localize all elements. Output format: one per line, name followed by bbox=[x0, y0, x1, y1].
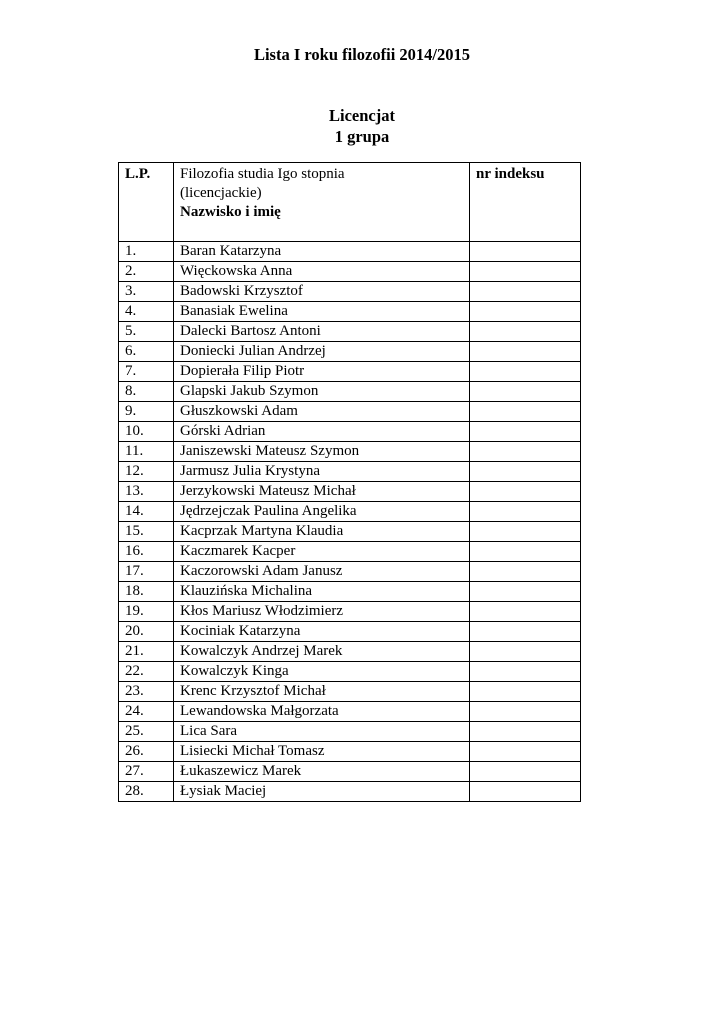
index-number-cell bbox=[470, 442, 581, 462]
row-number-cell: 4. bbox=[119, 302, 174, 322]
table-row bbox=[119, 522, 581, 542]
student-name-cell: Kacprzak Martyna Klaudia bbox=[174, 522, 470, 542]
index-number-cell bbox=[470, 502, 581, 522]
index-number-cell bbox=[470, 342, 581, 362]
row-number-cell: 21. bbox=[119, 642, 174, 662]
table-row bbox=[119, 602, 581, 622]
index-number-cell bbox=[470, 322, 581, 342]
index-number-cell bbox=[470, 402, 581, 422]
table-row bbox=[119, 642, 581, 662]
index-number-cell bbox=[470, 582, 581, 602]
table-row bbox=[119, 542, 581, 562]
row-number-cell: 18. bbox=[119, 582, 174, 602]
index-number-cell bbox=[470, 702, 581, 722]
row-number-cell: 9. bbox=[119, 402, 174, 422]
row-number-cell: 25. bbox=[119, 722, 174, 742]
row-number-cell: 8. bbox=[119, 382, 174, 402]
student-name-cell: Górski Adrian bbox=[174, 422, 470, 442]
index-number-cell bbox=[470, 522, 581, 542]
student-name-cell: Dalecki Bartosz Antoni bbox=[174, 322, 470, 342]
table-row bbox=[119, 682, 581, 702]
index-number-cell bbox=[470, 742, 581, 762]
column-header-name-line2: (licencjackie) bbox=[180, 185, 262, 201]
column-header-index: nr indeksu bbox=[470, 163, 581, 242]
student-name-cell: Dopierała Filip Piotr bbox=[174, 362, 470, 382]
table-row bbox=[119, 302, 581, 322]
row-number-cell: 6. bbox=[119, 342, 174, 362]
row-number-cell: 16. bbox=[119, 542, 174, 562]
table-row bbox=[119, 402, 581, 422]
table-row bbox=[119, 282, 581, 302]
table-row bbox=[119, 702, 581, 722]
student-name-cell: Baran Katarzyna bbox=[174, 242, 470, 262]
row-number-cell: 1. bbox=[119, 242, 174, 262]
column-header-name bbox=[174, 163, 470, 242]
column-header-lp: L.P. bbox=[119, 163, 174, 242]
student-name-cell: Więckowska Anna bbox=[174, 262, 470, 282]
table-row bbox=[119, 242, 581, 262]
row-number-cell: 11. bbox=[119, 442, 174, 462]
row-number-cell: 19. bbox=[119, 602, 174, 622]
student-name-cell: Klauzińska Michalina bbox=[174, 582, 470, 602]
table-row bbox=[119, 422, 581, 442]
row-number-cell: 3. bbox=[119, 282, 174, 302]
row-number-cell: 26. bbox=[119, 742, 174, 762]
row-number-cell: 2. bbox=[119, 262, 174, 282]
index-number-cell bbox=[470, 682, 581, 702]
table-row bbox=[119, 342, 581, 362]
student-name-cell: Lisiecki Michał Tomasz bbox=[174, 742, 470, 762]
table-row bbox=[119, 562, 581, 582]
index-number-cell bbox=[470, 482, 581, 502]
student-name-cell: Jerzykowski Mateusz Michał bbox=[174, 482, 470, 502]
student-list-body bbox=[119, 163, 581, 802]
column-header-name-line1: Filozofia studia Igo stopnia bbox=[180, 166, 345, 182]
index-number-cell bbox=[470, 622, 581, 642]
index-number-cell bbox=[470, 262, 581, 282]
row-number-cell: 12. bbox=[119, 462, 174, 482]
index-number-cell bbox=[470, 242, 581, 262]
table-header-row bbox=[119, 163, 581, 242]
table-row bbox=[119, 322, 581, 342]
index-number-cell bbox=[470, 562, 581, 582]
group-subtitle: 1 grupa bbox=[334, 127, 390, 146]
student-name-cell: Kowalczyk Andrzej Marek bbox=[174, 642, 470, 662]
document-title: Lista I roku filozofii 2014/2015 bbox=[253, 45, 471, 64]
index-number-cell bbox=[470, 602, 581, 622]
table-row bbox=[119, 262, 581, 282]
row-number-cell: 27. bbox=[119, 762, 174, 782]
table-row bbox=[119, 462, 581, 482]
index-number-cell bbox=[470, 722, 581, 742]
index-number-cell bbox=[470, 382, 581, 402]
student-name-cell: Kłos Mariusz Włodzimierz bbox=[174, 602, 470, 622]
table-row bbox=[119, 782, 581, 802]
table-row bbox=[119, 382, 581, 402]
degree-subtitle: Licencjat bbox=[329, 106, 395, 125]
index-number-cell bbox=[470, 662, 581, 682]
student-name-cell: Janiszewski Mateusz Szymon bbox=[174, 442, 470, 462]
column-header-name-line3: Nazwisko i imię bbox=[180, 204, 281, 220]
student-name-cell: Łukaszewicz Marek bbox=[174, 762, 470, 782]
table-row bbox=[119, 742, 581, 762]
student-name-cell: Krenc Krzysztof Michał bbox=[174, 682, 470, 702]
index-number-cell bbox=[470, 642, 581, 662]
row-number-cell: 10. bbox=[119, 422, 174, 442]
table-row bbox=[119, 582, 581, 602]
row-number-cell: 13. bbox=[119, 482, 174, 502]
row-number-cell: 22. bbox=[119, 662, 174, 682]
student-name-cell: Jarmusz Julia Krystyna bbox=[174, 462, 470, 482]
row-number-cell: 20. bbox=[119, 622, 174, 642]
table-row bbox=[119, 442, 581, 462]
student-name-cell: Banasiak Ewelina bbox=[174, 302, 470, 322]
index-number-cell bbox=[470, 282, 581, 302]
table-row bbox=[119, 622, 581, 642]
student-name-cell: Badowski Krzysztof bbox=[174, 282, 470, 302]
row-number-cell: 23. bbox=[119, 682, 174, 702]
row-number-cell: 17. bbox=[119, 562, 174, 582]
index-number-cell bbox=[470, 762, 581, 782]
student-name-cell: Kaczmarek Kacper bbox=[174, 542, 470, 562]
row-number-cell: 5. bbox=[119, 322, 174, 342]
row-number-cell: 7. bbox=[119, 362, 174, 382]
student-name-cell: Doniecki Julian Andrzej bbox=[174, 342, 470, 362]
student-name-cell: Łysiak Maciej bbox=[174, 782, 470, 802]
table-row bbox=[119, 362, 581, 382]
table-row bbox=[119, 482, 581, 502]
index-number-cell bbox=[470, 362, 581, 382]
table-row bbox=[119, 662, 581, 682]
index-number-cell bbox=[470, 782, 581, 802]
student-name-cell: Kaczorowski Adam Janusz bbox=[174, 562, 470, 582]
student-name-cell: Kociniak Katarzyna bbox=[174, 622, 470, 642]
student-name-cell: Jędrzejczak Paulina Angelika bbox=[174, 502, 470, 522]
student-name-cell: Lica Sara bbox=[174, 722, 470, 742]
index-number-cell bbox=[470, 462, 581, 482]
row-number-cell: 24. bbox=[119, 702, 174, 722]
index-number-cell bbox=[470, 302, 581, 322]
row-number-cell: 15. bbox=[119, 522, 174, 542]
table-row bbox=[119, 762, 581, 782]
index-number-cell bbox=[470, 542, 581, 562]
student-list-table bbox=[118, 162, 581, 802]
student-name-cell: Głuszkowski Adam bbox=[174, 402, 470, 422]
row-number-cell: 14. bbox=[119, 502, 174, 522]
student-name-cell: Lewandowska Małgorzata bbox=[174, 702, 470, 722]
student-name-cell: Kowalczyk Kinga bbox=[174, 662, 470, 682]
table-row bbox=[119, 502, 581, 522]
student-name-cell: Glapski Jakub Szymon bbox=[174, 382, 470, 402]
row-number-cell: 28. bbox=[119, 782, 174, 802]
table-row bbox=[119, 722, 581, 742]
index-number-cell bbox=[470, 422, 581, 442]
